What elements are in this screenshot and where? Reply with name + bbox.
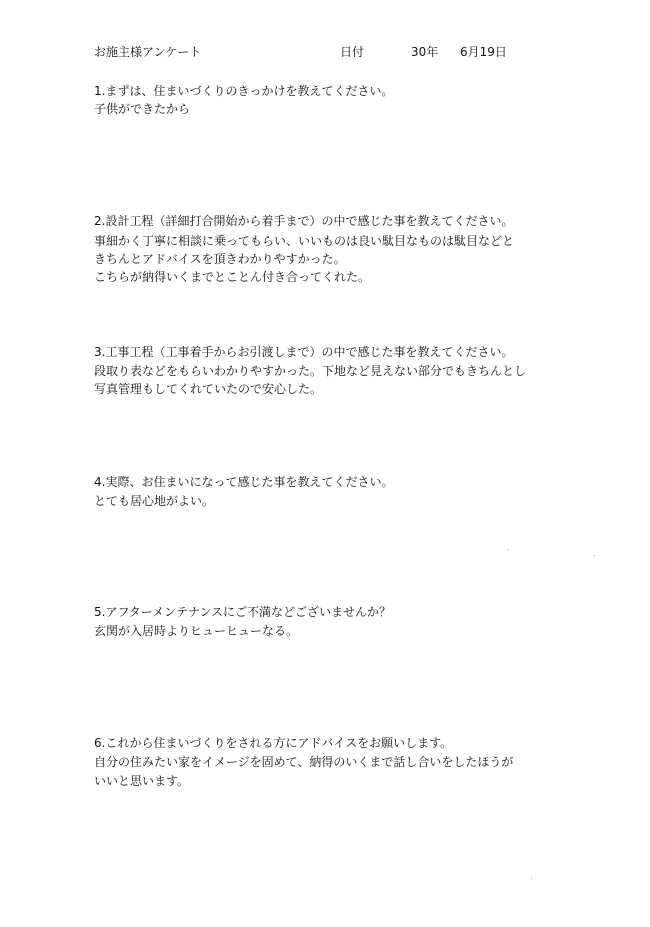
scan-speck bbox=[594, 555, 595, 556]
question-text: 6.これから住まいづくりをされる方にアドバイスをお願いします。 bbox=[94, 736, 453, 750]
question-text: 5.アフターメンテナンスにご不満などございませんか？ bbox=[94, 605, 392, 619]
answer-line: 自分の住みたい家をイメージを固めて、納得のいくまで話し合いをしたほうが bbox=[94, 755, 514, 769]
scan-speck bbox=[531, 878, 532, 879]
answer-line: きちんとアドバイスを頂きわかりやすかった。 bbox=[94, 252, 346, 266]
answer-line: いいと思います。 bbox=[94, 774, 190, 788]
date-label: 日付 bbox=[340, 45, 365, 59]
question-text: 3.工事工程（工事着手からお引渡しまで）の中で感じた事を教えてください。 bbox=[94, 345, 514, 359]
question-text: 2.設計工程（詳細打合開始から着手まで）の中で感じた事を教えてください。 bbox=[94, 214, 514, 228]
answer-line: 子供ができたから bbox=[94, 102, 191, 116]
answer-line: 事細かく丁寧に相談に乗ってもらい、いいものは良い駄目なものは駄目などと bbox=[94, 234, 515, 248]
question-text: 4.実際、お住まいになって感じた事を教えてください。 bbox=[94, 475, 394, 489]
answer-line: こちらが納得いくまでとことん付き合ってくれた。 bbox=[94, 270, 371, 284]
answer-line: とても居心地がよい。 bbox=[94, 494, 215, 508]
answer-line: 玄関が入居時よりヒューヒューなる。 bbox=[94, 624, 299, 638]
date-month-day: 6月19日 bbox=[460, 45, 507, 59]
scan-speck bbox=[508, 549, 509, 550]
question-text: 1.まずは、住まいづくりのきっかけを教えてください。 bbox=[94, 84, 394, 98]
survey-title: お施主様アンケート bbox=[94, 45, 202, 59]
answer-line: 段取り表などをもらいわかりやすかった。下地など見えない部分でもきちんとし bbox=[94, 364, 527, 378]
answer-line: 写真管理もしてくれていたので安心した。 bbox=[94, 382, 323, 396]
date-year: 30年 bbox=[411, 45, 439, 59]
